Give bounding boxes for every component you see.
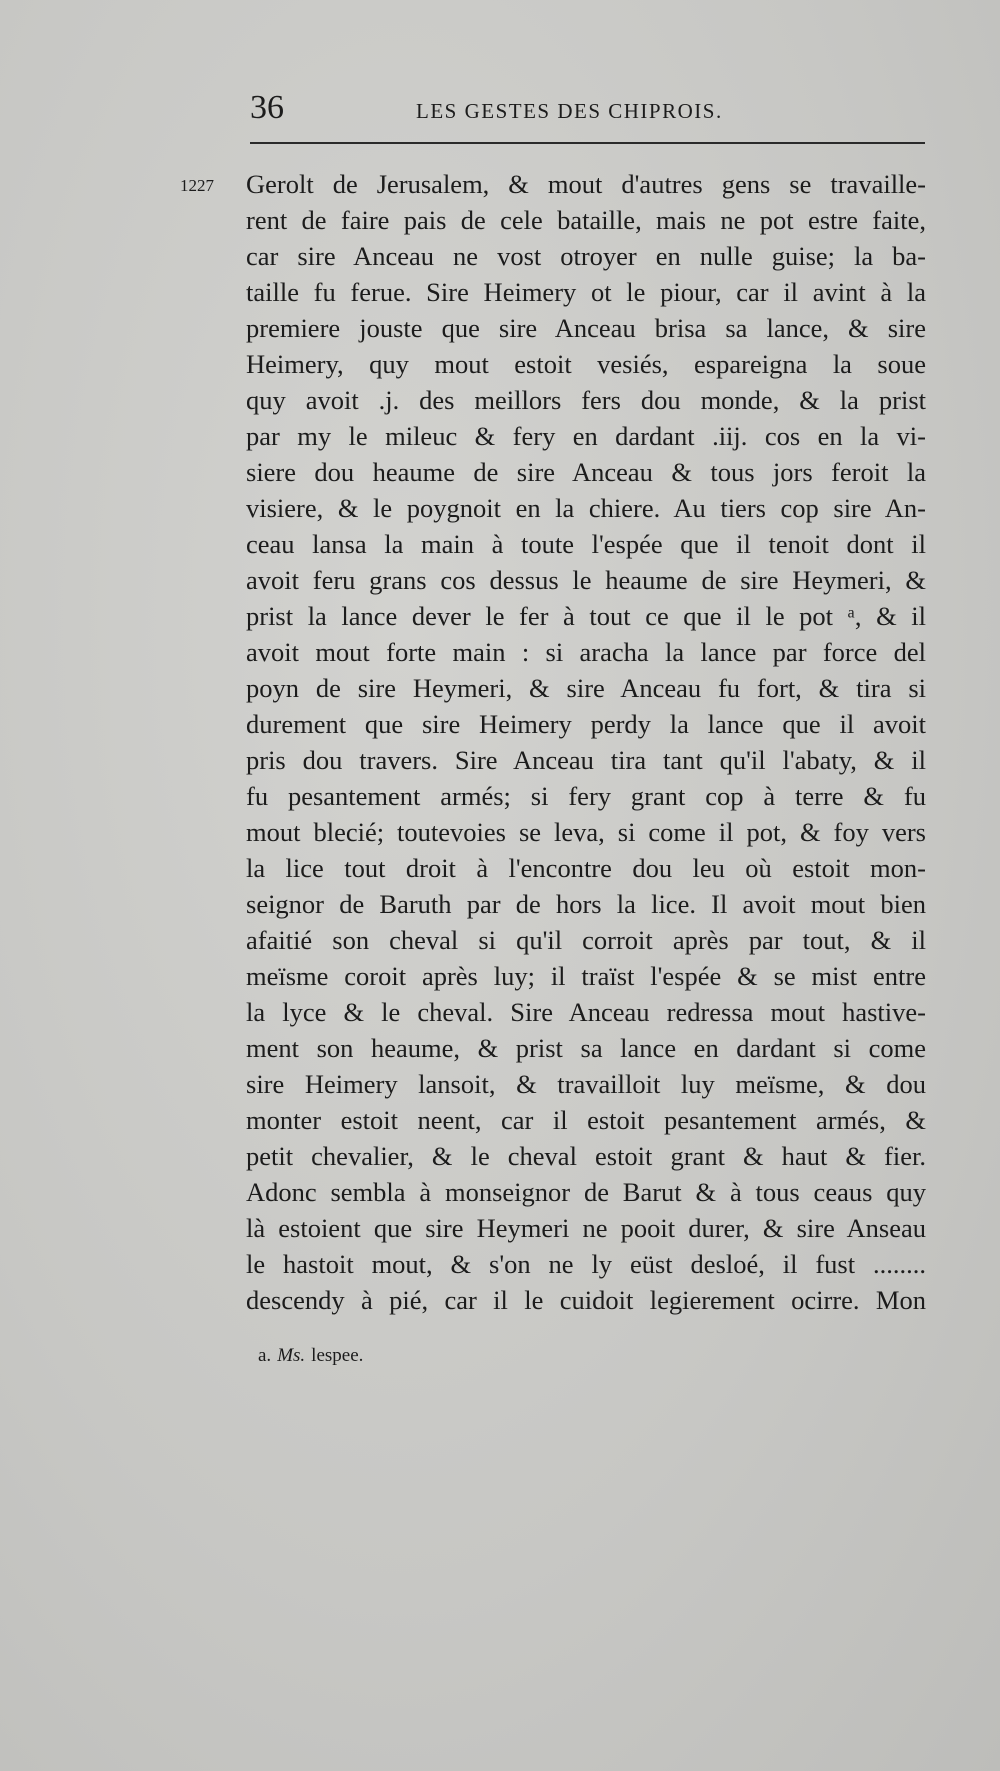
text-line: Adonc sembla à monseignor de Barut & à tous ceaus quy: [246, 1177, 926, 1207]
text-line: le hastoit mout, & s'on ne ly eüst desloé, il fust ........: [246, 1249, 926, 1279]
footnote-label: a.: [258, 1345, 272, 1366]
text-line: descendy à pié, car il le cuidoit legierement ocirre. Mon: [246, 1285, 926, 1315]
text-line: monter estoit neent, car il estoit pesantement armés, &: [246, 1105, 926, 1135]
text-line: la lyce & le cheval. Sire Anceau redressa mout hastive-: [246, 997, 926, 1027]
text-line: avoit mout forte main : si aracha la lance par force del: [246, 637, 926, 667]
margin-year: 1227: [180, 176, 214, 195]
text-line: mout blecié; toutevoies se leva, si come il pot, & foy vers: [246, 817, 926, 847]
text-line: sire Heimery lansoit, & travailloit luy meïsme, & dou: [246, 1069, 926, 1099]
text-line: quy avoit .j. des meillors fers dou monde, & la prist: [246, 385, 926, 415]
footnote-text: lespee.: [311, 1345, 364, 1366]
text-line: pris dou travers. Sire Anceau tira tant qu'il l'abaty, & il: [246, 745, 926, 775]
text-line: petit chevalier, & le cheval estoit grant & haut & fier.: [246, 1141, 926, 1171]
body-text: [246, 166, 926, 1318]
header-rule: [250, 142, 925, 144]
text-line: durement que sire Heimery perdy la lance que il avoit: [246, 709, 926, 739]
page-number: 36: [250, 89, 284, 126]
text-line: siere dou heaume de sire Anceau & tous jors feroit la: [246, 457, 926, 487]
text-line: ceau lansa la main à toute l'espée que il tenoit dont il: [246, 529, 926, 559]
text-line: taille fu ferue. Sire Heimery ot le piour, car il avint à la: [246, 277, 926, 307]
running-head: LES GESTES DES CHIPROIS.: [416, 99, 723, 123]
text-line: seignor de Baruth par de hors la lice. Il avoit mout bien: [246, 889, 926, 919]
text-line: poyn de sire Heymeri, & sire Anceau fu fort, & tira si: [246, 673, 926, 703]
text-line: Gerolt de Jerusalem, & mout d'autres gens se travaille-: [246, 169, 926, 199]
text-line: car sire Anceau ne vost otroyer en nulle guise; la ba-: [246, 241, 926, 271]
text-line: fu pesantement armés; si fery grant cop à terre & fu: [246, 781, 926, 811]
text-line: prist la lance dever le fer à tout ce que il le pot ᵃ, & il: [246, 601, 926, 631]
text-line: visiere, & le poygnoit en la chiere. Au tiers cop sire An-: [246, 493, 926, 523]
footnote-ms: Ms.: [277, 1345, 306, 1366]
text-line: meïsme coroit après luy; il traïst l'espée & se mist entre: [246, 961, 926, 991]
text-line: premiere jouste que sire Anceau brisa sa lance, & sire: [246, 313, 926, 343]
text-line: avoit feru grans cos dessus le heaume de sire Heymeri, &: [246, 565, 926, 595]
text-line: rent de faire pais de cele bataille, mais ne pot estre faite,: [246, 205, 926, 235]
text-line: Heimery, quy mout estoit vesiés, espareigna la soue: [246, 349, 926, 379]
footnote: [258, 1344, 363, 1368]
text-line: par my le mileuc & fery en dardant .iij. cos en la vi-: [246, 421, 926, 451]
text-line: la lice tout droit à l'encontre dou leu où estoit mon-: [246, 853, 926, 883]
text-line: ment son heaume, & prist sa lance en dardant si come: [246, 1033, 926, 1063]
text-line: là estoient que sire Heymeri ne pooit durer, & sire Anseau: [246, 1213, 926, 1243]
text-line: afaitié son cheval si qu'il corroit après par tout, & il: [246, 925, 926, 955]
